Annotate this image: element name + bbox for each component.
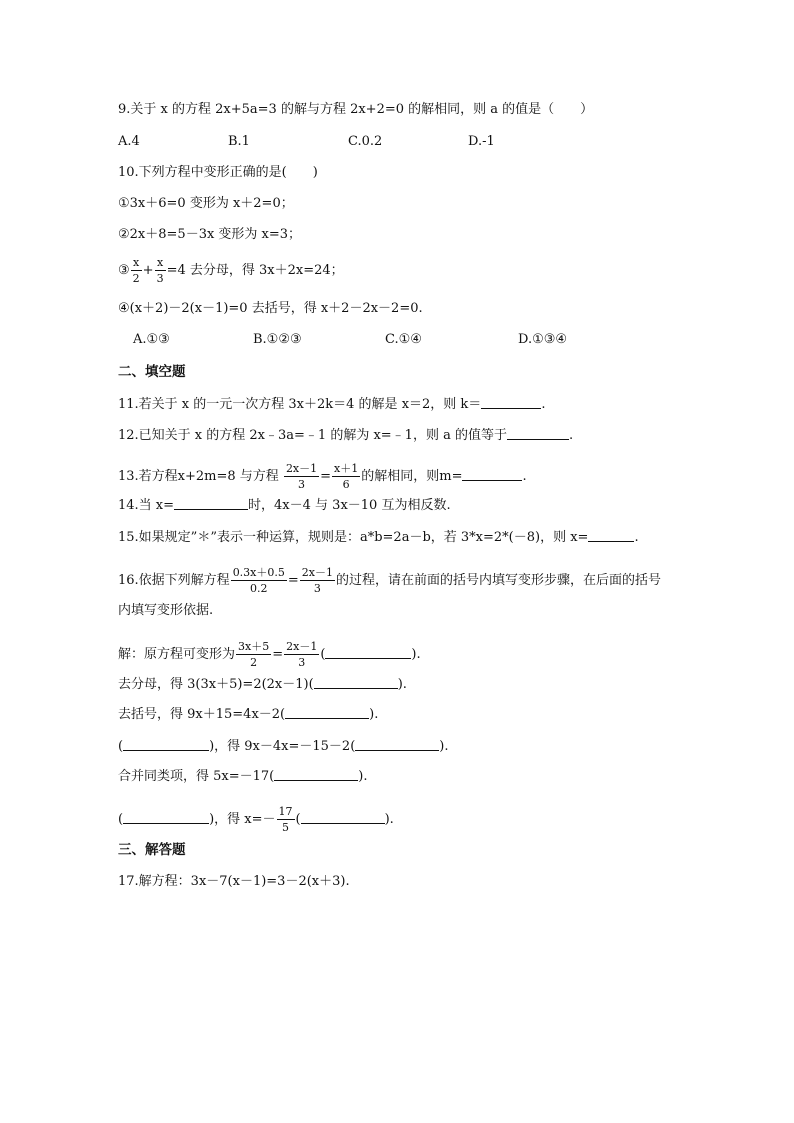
q16-step-3: [118, 706, 378, 723]
question-text: 13.若方程x+2m=8 与方程: [118, 469, 283, 484]
section-heading-answer: 三、解答题: [118, 842, 186, 858]
fraction-denominator: 3: [298, 656, 306, 669]
q16-step-5: [118, 768, 367, 785]
q10-stem: 10.下列方程中变形正确的是( ): [118, 165, 318, 180]
question-end: .: [568, 428, 574, 443]
step-text: 去分母，得 3(3x＋5)=2(2x－1)(: [118, 677, 314, 692]
fraction-denominator: 0.2: [250, 582, 268, 595]
step-blank[interactable]: [123, 811, 209, 824]
q15: [118, 529, 639, 546]
q10-item-3: [118, 256, 344, 285]
bracket-close: ).: [411, 647, 421, 662]
question-text: 16.依据下列解方程: [118, 573, 230, 588]
bracket-open: (: [320, 647, 326, 662]
bracket-close: ).: [439, 739, 449, 754]
q11: [118, 396, 545, 413]
q16-step-1: [118, 640, 421, 669]
q9-stem: 9.关于 x 的方程 2x+5a=3 的解与方程 2x+2=0 的解相同，则 a 的值是（ ）: [118, 102, 594, 117]
question-text: 12.已知关于 x 的方程 2x﹣3a=﹣1 的解为 x=﹣1，则 a 的值等于: [118, 428, 507, 443]
reason-blank[interactable]: [285, 706, 369, 719]
fraction-numerator: 2x－1: [285, 462, 318, 475]
q9-option-a: A.4: [118, 134, 140, 149]
fraction-numerator: x＋1: [334, 462, 359, 475]
equals-sign: =: [272, 647, 284, 662]
fraction-numerator: 2x－1: [286, 640, 318, 653]
section-heading-fill-in: 二、填空题: [118, 364, 186, 380]
q10-option-d: D.①③④: [518, 332, 568, 347]
bracket-open: (: [295, 812, 301, 827]
answer-blank[interactable]: [462, 468, 522, 481]
q10-item-1: ①3x＋6=0 变形为 x＋2=0；: [118, 196, 294, 211]
step-text: 合并同类项，得 5x=－17(: [118, 769, 275, 784]
reason-blank[interactable]: [355, 738, 439, 751]
item-text: =4 去分母，得 3x＋2x=24；: [166, 263, 344, 278]
fraction-numerator: 0.3x＋0.5: [232, 566, 285, 579]
q10-item-2: ②2x＋8=5－3x 变形为 x=3；: [118, 227, 302, 242]
reason-blank[interactable]: [314, 676, 398, 689]
q10-item-4: ④(x＋2)－2(x－1)=0 去括号，得 x＋2－2x－2=0.: [118, 301, 423, 316]
fraction-2x-minus-1-over-3: [284, 462, 319, 491]
plus-sign: +: [142, 263, 154, 278]
step-text: 解：原方程可变形为: [118, 647, 236, 662]
q16-step-4: [118, 738, 448, 755]
bracket-close: ).: [369, 707, 379, 722]
fraction-0.3x-plus-0.5-over-0.2: [231, 566, 287, 595]
step-text: )，得 9x－4x=－15－2(: [209, 739, 356, 754]
equals-sign: =: [320, 469, 332, 484]
step-blank[interactable]: [123, 738, 209, 751]
question-text-tail: 的解相同，则m=: [361, 469, 463, 484]
fraction-denominator: 3: [298, 478, 306, 491]
question-text: 11.若关于 x 的一元一次方程 3x＋2k＝4 的解是 x＝2，则 k＝: [118, 397, 482, 412]
fraction-denominator: 3: [156, 272, 164, 285]
question-text: 14.当 x=: [118, 498, 175, 513]
reason-blank[interactable]: [325, 646, 411, 659]
q17: 17.解方程：3x－7(x－1)=3－2(x＋3).: [118, 874, 350, 889]
fraction-x-over-2: [131, 256, 142, 285]
question-end: .: [634, 530, 639, 545]
q16-step-6: [118, 805, 394, 834]
q10-option-c: C.①④: [385, 332, 422, 347]
bracket-close: ).: [384, 812, 394, 827]
q14: [118, 497, 451, 514]
step-text: )，得 x=－: [209, 812, 276, 827]
answer-blank[interactable]: [174, 497, 248, 510]
q12: [118, 427, 573, 444]
question-text: 15.如果规定”＊”表示一种运算，规则是：a*b=2a－b，若 3*x=2*(－8)，则 x=: [118, 530, 589, 545]
bracket-close: ).: [397, 677, 407, 692]
bracket-open: (: [118, 812, 124, 827]
q9-option-b: B.1: [228, 134, 250, 149]
fraction-numerator: 2x－1: [301, 566, 333, 579]
fraction-denominator: 6: [342, 478, 350, 491]
question-end: .: [541, 397, 546, 412]
fraction-x-over-3: [155, 256, 166, 285]
q9-option-c: C.0.2: [348, 134, 383, 149]
bracket-open: (: [118, 739, 124, 754]
reason-blank[interactable]: [274, 768, 358, 781]
fraction-denominator: 5: [282, 821, 290, 834]
fraction-x-plus-1-over-6: [332, 462, 360, 491]
answer-blank[interactable]: [481, 396, 541, 409]
step-text: 去括号，得 9x＋15=4x－2(: [118, 707, 286, 722]
fraction-17-over-5: [277, 805, 295, 834]
fraction-numerator: x: [155, 256, 166, 271]
question-end: .: [522, 469, 527, 484]
fraction-2x-minus-1-over-3: [284, 640, 319, 669]
fraction-2x-minus-1-over-3: [300, 566, 335, 595]
q10-option-a: A.①③: [133, 332, 170, 347]
q10-option-b: B.①②③: [253, 332, 302, 347]
question-text-tail: 时，4x－4 与 3x－10 互为相反数.: [248, 498, 451, 513]
fraction-numerator: 3x＋5: [238, 640, 270, 653]
question-text-tail: 的过程，请在前面的括号内填写变形步骤，在后面的括号: [336, 573, 662, 588]
q13: [118, 462, 527, 491]
item-marker: ③: [118, 263, 130, 278]
q16-stem: [118, 566, 661, 595]
reason-blank[interactable]: [301, 811, 385, 824]
fraction-numerator: x: [131, 256, 142, 271]
fraction-denominator: 2: [132, 272, 140, 285]
equals-sign: =: [287, 573, 299, 588]
answer-blank[interactable]: [507, 427, 569, 440]
fraction-denominator: 2: [250, 656, 258, 669]
answer-blank[interactable]: [588, 529, 634, 542]
fraction-denominator: 3: [313, 582, 321, 595]
q9-option-d: D.-1: [468, 134, 495, 149]
fraction-3x-plus-5-over-2: [236, 640, 271, 669]
q16-stem-line-2: 内填写变形依据.: [118, 603, 214, 618]
fraction-numerator: 17: [278, 805, 293, 818]
q16-step-2: [118, 676, 407, 693]
bracket-close: ).: [358, 769, 368, 784]
